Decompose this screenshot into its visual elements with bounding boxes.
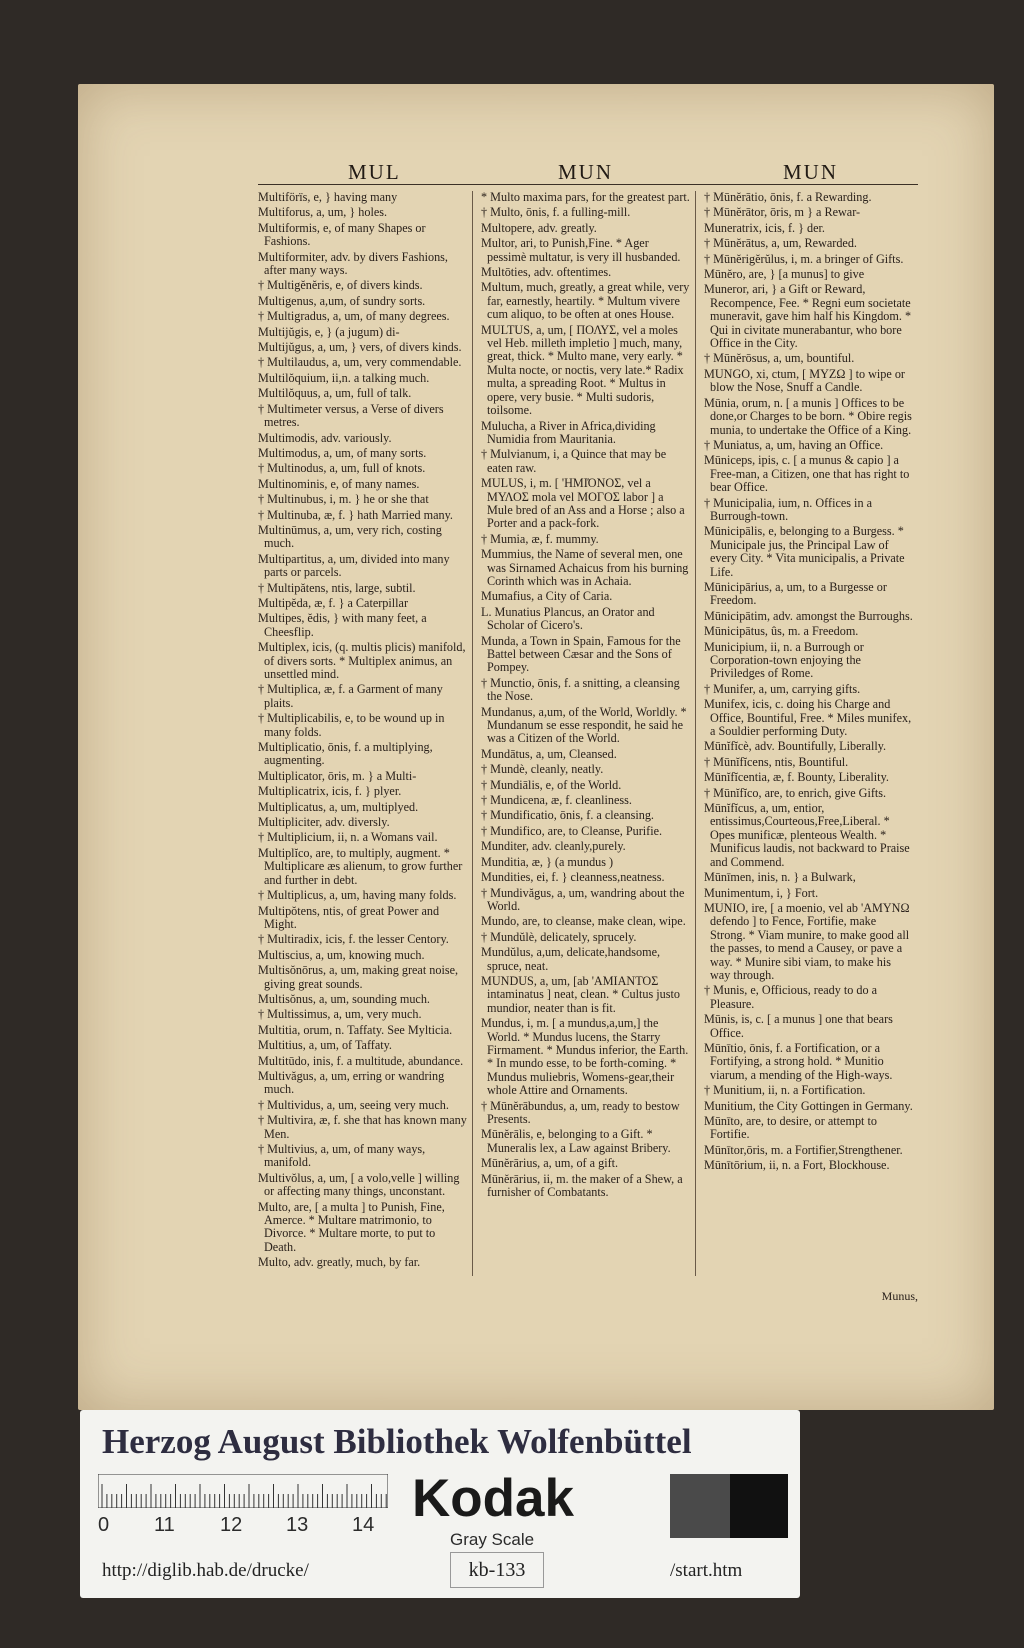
- dictionary-entry: Mundus, i, m. [ a mundus,a,um,] the World. * Mundus lucens, the Starry Firmament. * Mundus inferior, the Earth. * In mundo esse, to be forth-coming. * Mundus muliebris, Womens-gear,their whole Attire and Ornaments.: [481, 1016, 689, 1098]
- dictionary-entry: Munditer, adv. cleanly,purely.: [481, 839, 626, 854]
- gray-swatch: [668, 1474, 730, 1538]
- dictionary-entry: † Mundivăgus, a, um, wandring about the World.: [481, 885, 685, 913]
- column-left: [258, 191, 473, 1276]
- dictionary-entry: * Multo maxima pars, for the greatest part.: [481, 191, 690, 204]
- dictionary-entry: † Munctio, ōnis, f. a snitting, a cleansing the Nose.: [481, 675, 680, 704]
- dictionary-entry: Multiformiter, adv. by divers Fashions, after many ways.: [258, 249, 448, 278]
- dictionary-entry: Mūnicipālis, e, belonging to a Burgess. * Municipale jus, the Principal Law of every City. * Vita municipalis, a Private Life.: [704, 524, 905, 579]
- dictionary-entry: Mūnĕro, are, } [a munus] to give: [704, 267, 865, 282]
- dictionary-entry: Mūnĭfĭcentia, æ, f. Bounty, Liberality.: [704, 770, 889, 785]
- scale-number: 12: [220, 1514, 243, 1536]
- dictionary-entry: Multitia, orum, n. Taffaty. See Mylticia.: [258, 1022, 453, 1037]
- dictionary-entry: † Multivira, æ, f. she that has known many Men.: [258, 1113, 467, 1141]
- dictionary-entry: Mūnicipātim, adv. amongst the Burroughs.: [704, 608, 913, 623]
- dictionary-entry: L. Munatius Plancus, an Orator and Scholar of Cicero's.: [481, 604, 655, 633]
- dictionary-entry: † Multipătens, ntis, large, subtil.: [258, 580, 416, 595]
- dictionary-entry: Mūniceps, ipis, c. [ a munus & capio ] a Free-man, a Citizen, one that has right to bear Office.: [704, 453, 910, 495]
- color-calibration-card: [80, 1410, 800, 1598]
- dictionary-entry: Multiformis, e, of many Shapes or Fashions.: [258, 220, 426, 249]
- dictionary-entry: Multiplicatrix, icis, f. } plyer.: [258, 784, 402, 799]
- dictionary-entry: Multiplicator, ōris, m. } a Multi-: [258, 768, 417, 783]
- dictionary-entry: Muneratrix, icis, f. } der.: [704, 220, 825, 235]
- dictionary-entry: Munditia, æ, } (a mundus ): [481, 854, 614, 869]
- dictionary-entry: Multinominis, e, of many names.: [258, 476, 420, 491]
- dictionary-entry: † Municipalia, ium, n. Offices in a Burrough-town.: [704, 495, 872, 523]
- dictionary-entry: † Multinodus, a, um, full of knots.: [258, 461, 426, 476]
- dictionary-entry: Multo, adv. greatly, much, by far.: [258, 1255, 421, 1270]
- dictionary-entry: † Mundificatio, ōnis, f. a cleansing.: [481, 808, 654, 823]
- scale-number: 0: [98, 1514, 110, 1536]
- dictionary-entry: Multōties, adv. oftentimes.: [481, 265, 612, 280]
- dictionary-entry: Multiplicatio, ōnis, f. a multiplying, augmenting.: [258, 740, 433, 768]
- dictionary-entry: † Multinuba, æ, f. } hath Married many.: [258, 507, 453, 522]
- dictionary-entry: Mundanus, a,um, of the World, Worldly. * Mundanum se esse respondit, he said he was a Citizen of the World.: [481, 704, 687, 746]
- dictionary-entry: Municipium, ii, n. a Burrough or Corporation-town enjoying the Priviledges of Rome.: [704, 639, 864, 681]
- dictionary-entry: Mulucha, a River in Africa,dividing Numidia from Mauritania.: [481, 418, 656, 446]
- dictionary-entry: † Multo, ōnis, f. a fulling-mill.: [481, 205, 631, 220]
- dictionary-page: [258, 154, 918, 1304]
- dictionary-entry: Munifex, icis, c. doing his Charge and Office, Bountiful, Free. * Miles munifex, a Souldier performing Duty.: [704, 697, 912, 739]
- dictionary-entry: Mūnĕrārius, a, um, of a gift.: [481, 1156, 619, 1171]
- dictionary-entry: † Mūnĕrātus, a, um, Rewarded.: [704, 236, 857, 251]
- dictionary-entry: Mūnis, is, c. [ a munus ] one that bears Office.: [704, 1012, 893, 1040]
- dictionary-entry: † Multivius, a, um, of many ways, manifold.: [258, 1142, 426, 1170]
- dictionary-entry: Multijŭgis, e, } (a jugum) di-: [258, 324, 400, 339]
- dictionary-entry: † Muniatus, a, um, having an Office.: [704, 437, 884, 452]
- dictionary-entry: † Mundiālis, e, of the World.: [481, 777, 622, 792]
- dictionary-entry: Multivăgus, a, um, erring or wandring much.: [258, 1068, 445, 1097]
- scale-ruler: [98, 1474, 388, 1508]
- dictionary-entry: † Mūnĕrābundus, a, um, ready to bestow Presents.: [481, 1098, 680, 1126]
- library-name: Herzog August Bibliothek Wolfenbüttel: [102, 1422, 692, 1461]
- dictionary-entry: † Multividus, a, um, seeing very much.: [258, 1097, 449, 1112]
- catchword: Munus,: [881, 1289, 918, 1303]
- dictionary-entry: Mundŭlus, a,um, delicate,handsome, spruce, neat.: [481, 945, 661, 973]
- dictionary-entry: Multisŏnōrus, a, um, making great noise, giving great sounds.: [258, 963, 459, 991]
- dictionary-entry: Multipliciter, adv. diversly.: [258, 815, 390, 830]
- dictionary-entry: † Mundifico, are, to Cleanse, Purifie.: [481, 823, 663, 838]
- dictionary-entry: Mūnĭfĭcè, adv. Bountifully, Liberally.: [704, 739, 887, 754]
- dictionary-entry: Multiplicatus, a, um, multiplyed.: [258, 799, 419, 814]
- dictionary-entry: Mundities, ei, f. } cleanness,neatness.: [481, 870, 665, 885]
- scale-number: 14: [352, 1514, 375, 1536]
- start-path: /start.htm: [670, 1560, 743, 1581]
- dictionary-entry: Mummius, the Name of several men, one was Sirnamed Achaicus from his burning Corinth which was in Achaia.: [481, 547, 689, 588]
- dictionary-entry: Mūnīto, are, to desire, or attempt to Fortifie.: [704, 1114, 877, 1142]
- dictionary-entry: Multimodus, a, um, of many sorts.: [258, 445, 427, 460]
- dictionary-entry: Munda, a Town in Spain, Famous for the Battel between Cæsar and the Sons of Pompey.: [481, 633, 681, 675]
- dictionary-entry: Multo, are, [ a multa ] to Punish, Fine, Amerce. * Multare matrimonio, to Divorce. * Multare morte, to put to Death.: [258, 1199, 445, 1254]
- dictionary-entry: † Multiplicium, ii, n. a Womans vail.: [258, 830, 438, 845]
- dictionary-entry: MULTUS, a, um, [ ΠΟΛΥΣ, vel a moles vel Heb. milleth impletio ] much, many, great, thick. * Multo mane, very early. * Multa nocte, or noctis, very late.* Radix multa, a spreading Root. * Multus in opere, very busie. * Multi sudoris, toilsome.: [481, 322, 684, 418]
- dictionary-entry: Mundo, are, to cleanse, make clean, wipe.: [481, 914, 686, 929]
- dictionary-entry: Multiplex, icis, (q. multis plicis) manifold, of divers sorts. * Multiplex animus, an unsettled mind.: [258, 640, 466, 681]
- dictionary-entry: Multigenus, a,um, of sundry sorts.: [258, 293, 426, 308]
- column-middle: [481, 191, 696, 1276]
- shelfmark-code: kb-133: [450, 1552, 544, 1588]
- dictionary-entry: † Multiplicus, a, um, having many folds.: [258, 888, 457, 903]
- dictionary-entry: † Multiplicabilis, e, to be wound up in many folds.: [258, 711, 445, 739]
- dictionary-entry: † Mūnĕrigĕrŭlus, i, m. a bringer of Gifts.: [704, 251, 904, 266]
- dictionary-entry: Multiforus, a, um, } holes.: [258, 205, 388, 220]
- dictionary-entry: Multisŏnus, a, um, sounding much.: [258, 991, 430, 1006]
- headword-middle: MUN: [558, 160, 614, 184]
- dictionary-entry: Munimentum, i, } Fort.: [704, 885, 819, 900]
- library-url: http://diglib.hab.de/drucke/: [102, 1560, 309, 1581]
- white-swatch: [628, 1474, 670, 1538]
- dictionary-entry: † Mūnĕrātio, ōnis, f. a Rewarding.: [704, 191, 872, 204]
- gray-scale-label: Gray Scale: [450, 1530, 535, 1549]
- dictionary-entry: Multitūdo, inis, f. a multitude, abundance.: [258, 1053, 464, 1068]
- dictionary-entry: † Munis, e, Officious, ready to do a Pleasure.: [704, 983, 878, 1011]
- dictionary-entry: † Mundŭlè, delicately, sprucely.: [481, 929, 637, 944]
- dictionary-columns: [258, 191, 918, 1276]
- scale-numbers: [98, 1514, 418, 1534]
- dictionary-entry: † Multinubus, i, m. } he or she that: [258, 492, 429, 507]
- dictionary-entry: † Multigradus, a, um, of many degrees.: [258, 309, 450, 324]
- dictionary-entry: Munitium, the City Gottingen in Germany.: [704, 1098, 913, 1113]
- dictionary-entry: Multopere, adv. greatly.: [481, 220, 597, 235]
- dictionary-entry: Multiförïs, e, } having many: [258, 191, 398, 204]
- dictionary-entry: † Mulvianum, i, a Quince that may be eaten raw.: [481, 447, 667, 475]
- dictionary-entry: MUNDUS, a, um, [ab 'ΑΜΙΑΝΤΟΣ intaminatus ] neat, clean. * Cultus justo mundior, neater than is fit.: [481, 973, 680, 1015]
- dictionary-entry: Multipĕda, æ, f. } a Caterpillar: [258, 595, 409, 610]
- dictionary-entry: † Mundicena, æ, f. cleanliness.: [481, 793, 632, 808]
- dictionary-entry: Mūnītōrium, ii, n. a Fort, Blockhouse.: [704, 1158, 890, 1173]
- scale-number: 11: [154, 1514, 175, 1536]
- dictionary-entry: Mūnītor,ōris, m. a Fortifier,Strengthener.: [704, 1142, 903, 1157]
- dictionary-entry: Multiscius, a, um, knowing much.: [258, 947, 425, 962]
- dictionary-entry: Multor, ari, to Punish,Fine. * Ager pessimè multatur, is very ill husbanded.: [481, 236, 681, 264]
- dictionary-entry: Multijŭgus, a, um, } vers, of divers kinds.: [258, 340, 462, 355]
- dictionary-entry: † Mūnĕrōsus, a, um, bountiful.: [704, 351, 855, 366]
- dictionary-entry: Multinūmus, a, um, very rich, costing much.: [258, 522, 442, 551]
- dictionary-entry: Mūnicipārius, a, um, to a Burgesse or Freedom.: [704, 579, 887, 608]
- dictionary-entry: † Munifer, a, um, carrying gifts.: [704, 681, 861, 696]
- dictionary-entry: † Mūnĕrātor, ōris, m } a Rewar-: [704, 205, 861, 220]
- dictionary-entry: † Multilaudus, a, um, very commendable.: [258, 355, 462, 370]
- dictionary-entry: † Mūnĭfĭco, are, to enrich, give Gifts.: [704, 785, 887, 800]
- scale-number: 13: [286, 1514, 309, 1536]
- page-header: [258, 154, 918, 185]
- dictionary-entry: MUNIO, ire, [ a moenio, vel ab 'ΑΜΥΝΩ defendo ] to Fence, Fortifie, make Strong. * Viam munire, to make good all the passes, to mend a Causey, or pave a way. * Munire sibi viam, to make his way through.: [704, 900, 910, 982]
- dictionary-entry: Mūnĕrālis, e, belonging to a Gift. * Muneralis lex, a Law against Bribery.: [481, 1127, 671, 1155]
- kodak-logo: Kodak: [412, 1469, 574, 1528]
- headword-left: MUL: [348, 160, 401, 184]
- dictionary-entry: Multilŏquium, ii,n. a talking much.: [258, 370, 430, 385]
- dictionary-entry: Multum, much, greatly, a great while, very far, earnestly, heartily. * Multum vivere cum aliquo, to be often at ones House.: [481, 280, 690, 322]
- dictionary-entry: MULUS, i, m. [ 'ΗΜΙΌΝΟΣ, vel a ΜΥΛΟΣ mola vel ΜΟΓΟΣ labor ] a Mule bred of an Ass and a Horse ; also a Porter and a pack-fork.: [481, 476, 685, 531]
- dictionary-entry: Mūnĭfĭcus, a, um, entior, entissimus,Courteous,Free,Liberal. * Opes munificæ, plenteous Wealth. * Munificus laudis, not backward to Praise and Commend.: [704, 801, 910, 869]
- dictionary-entry: Multivŏlus, a, um, [ a volo,velle ] willing or affecting many things, unconstant.: [258, 1170, 460, 1199]
- dictionary-entry: Mūnīmen, inis, n. } a Bulwark,: [704, 870, 856, 885]
- dictionary-entry: Multitius, a, um, of Taffaty.: [258, 1038, 392, 1053]
- dictionary-entry: † Mūnĭfĭcens, ntis, Bountiful.: [704, 754, 849, 769]
- dictionary-entry: Mundātus, a, um, Cleansed.: [481, 746, 617, 761]
- dictionary-entry: Mūnītio, ōnis, f. a Fortification, or a Fortifying, a strong hold. * Munitio viarum, a mending of the High-ways.: [704, 1040, 893, 1082]
- dictionary-entry: † Mumia, æ, f. mummy.: [481, 531, 599, 546]
- dictionary-entry: Mūnia, orum, n. [ a munis ] Offices to be done,or Charges to be born. * Obire regis munia, to undertake the Office of a King.: [704, 395, 912, 437]
- dictionary-entry: MUNGO, xi, ctum, [ ΜΥΖΩ ] to wipe or blow the Nose, Snuff a Candle.: [704, 366, 905, 395]
- dictionary-entry: Multilŏquus, a, um, full of talk.: [258, 386, 412, 401]
- dictionary-entry: † Multiradix, icis, f. the lesser Centory.: [258, 932, 449, 947]
- dictionary-entry: Multimodis, adv. variously.: [258, 430, 392, 445]
- dictionary-entry: Mūnĕrārius, ii, m. the maker of a Shew, a furnisher of Combatants.: [481, 1171, 683, 1200]
- dictionary-entry: † Multiplica, æ, f. a Garment of many plaits.: [258, 682, 443, 710]
- dictionary-entry: Multipartitus, a, um, divided into many parts or parcels.: [258, 551, 450, 580]
- dictionary-entry: Mūnicipātus, ûs, m. a Freedom.: [704, 624, 859, 639]
- dictionary-entry: Multipes, ĕdis, } with many feet, a Cheesflip.: [258, 611, 427, 639]
- dictionary-entry: Multiplĭco, are, to multiply, augment. * Multiplicare æs alienum, to grow further and further in debt.: [258, 845, 463, 887]
- dictionary-entry: Mumafius, a City of Caria.: [481, 589, 613, 604]
- dictionary-entry: † Multigĕnĕris, e, of divers kinds.: [258, 278, 423, 293]
- dictionary-entry: † Multimeter versus, a Verse of divers metres.: [258, 401, 444, 430]
- dictionary-entry: † Mundè, cleanly, neatly.: [481, 762, 604, 777]
- dictionary-entry: Multipŏtens, ntis, of great Power and Might.: [258, 903, 440, 931]
- dictionary-entry: † Multissimus, a, um, very much.: [258, 1007, 422, 1022]
- book-page: [78, 84, 994, 1410]
- column-right: [704, 191, 918, 1276]
- headword-right: MUN: [783, 160, 839, 184]
- dictionary-entry: † Munitium, ii, n. a Fortification.: [704, 1083, 866, 1098]
- dictionary-entry: Muneror, ari, } a Gift or Reward, Recompence, Fee. * Regni eum societate muneravit, gave him half his Kingdom. * Qui in civitate munerabantur, who bore Office in the City.: [704, 282, 912, 351]
